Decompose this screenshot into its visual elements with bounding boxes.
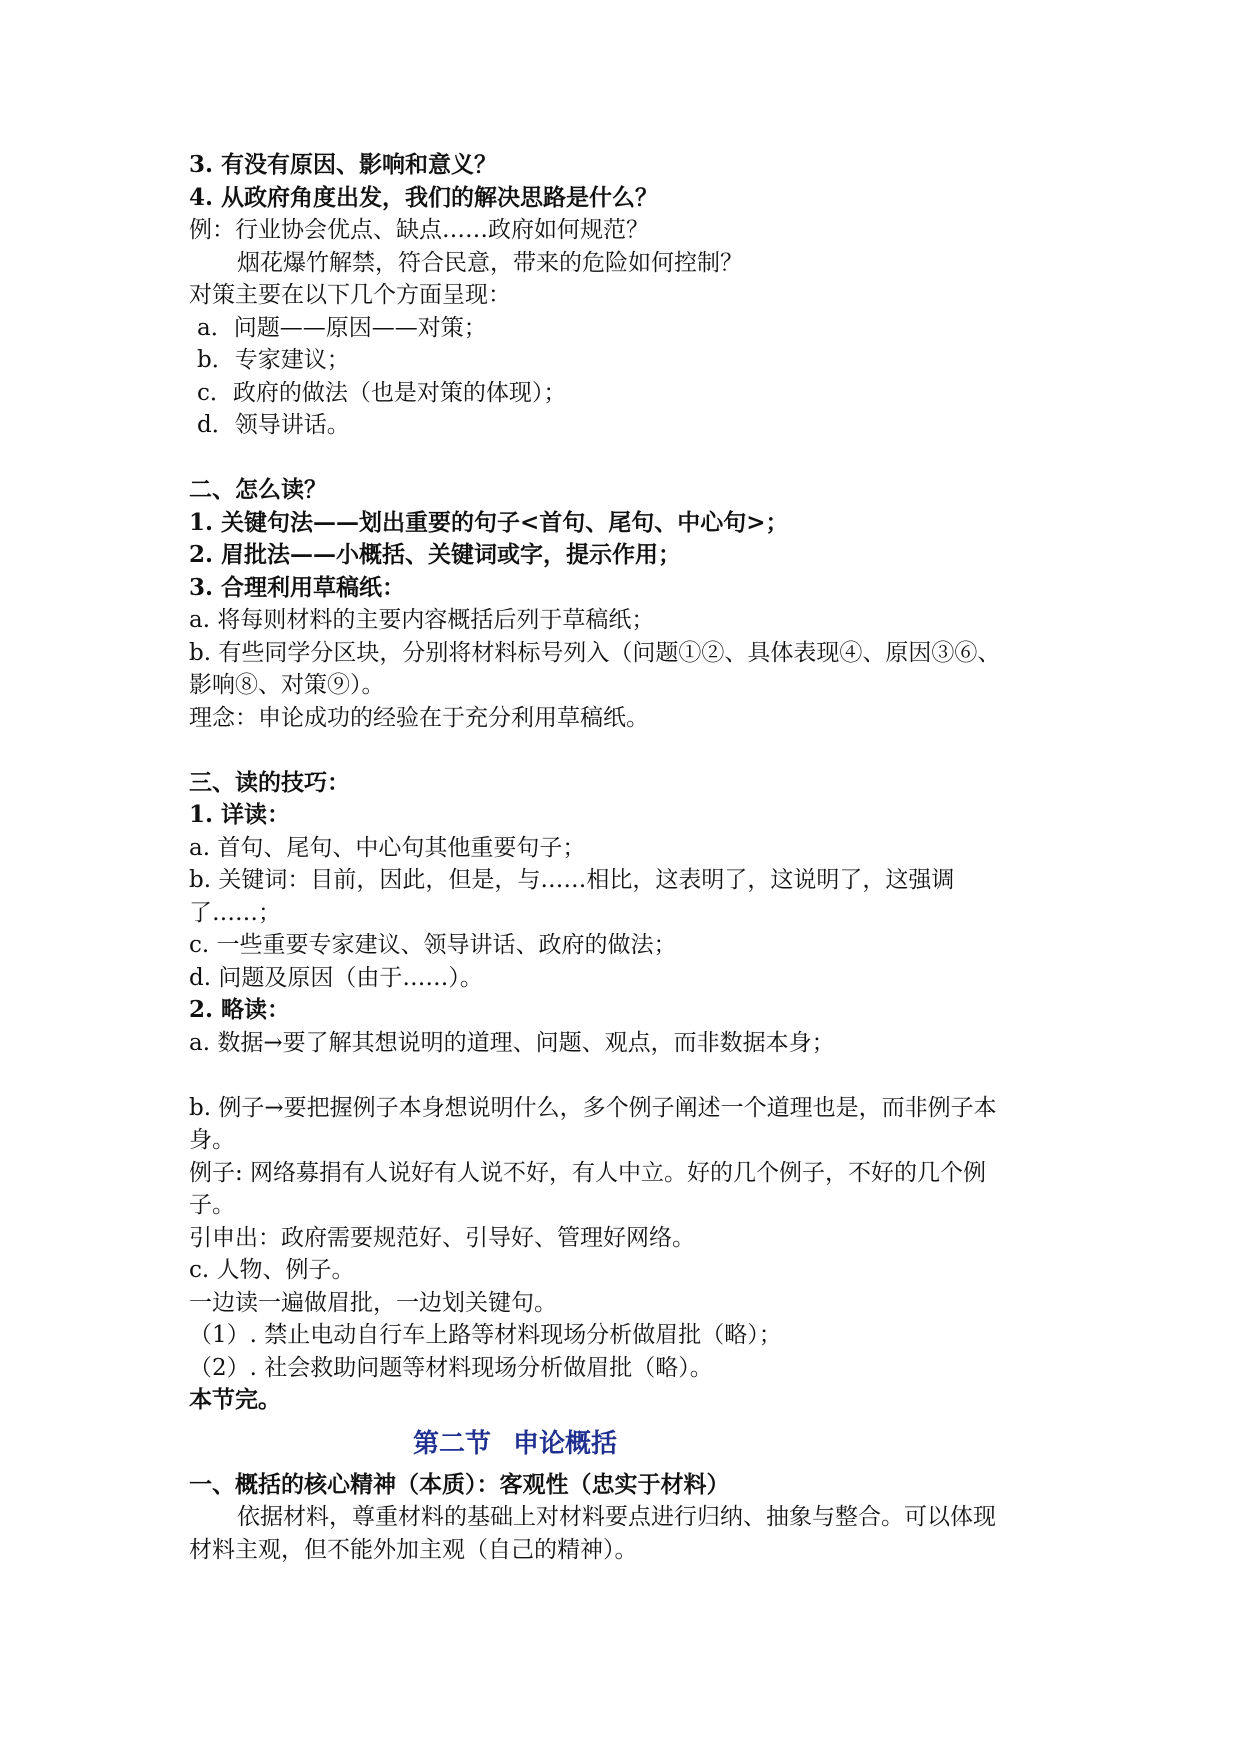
detail-item-b-line-1: b. 关键词：目前，因此，但是，与……相比，这表明了，这说明了，这强调: [189, 867, 955, 893]
detail-item-a: a. 首句、尾句、中心句其他重要句子；: [189, 834, 586, 861]
skim-item-b-line-1: b. 例子→要把握例子本身想说明什么，多个例子阐述一个道理也是，而非例子本: [189, 1094, 997, 1121]
question-4: 4. 从政府角度出发，我们的解决思路是什么？: [189, 183, 659, 211]
example-line-a: 例子: 网络募捐有人说好有人说不好，有人中立。好的几个例子，不好的几个例: [189, 1159, 987, 1186]
detail-item-b-line-2: 了……；: [189, 899, 281, 926]
detail-item-c: c. 一些重要专家建议、领导讲话、政府的做法；: [189, 932, 677, 958]
spacer: [189, 734, 1069, 767]
example-line-b: 子。: [189, 1192, 235, 1218]
document-page: [189, 149, 1069, 1566]
example-line-2: 烟花爆竹解禁，符合民意，带来的危险如何控制？: [237, 249, 743, 276]
measure-item-c: c．政府的做法（也是对策的体现）；: [197, 379, 567, 406]
section-2-title: [189, 1425, 1069, 1463]
section-2-title-left: 第二节: [413, 1428, 492, 1459]
practice-line: 一边读一遍做眉批，一边划关键句。: [189, 1289, 557, 1316]
method-draft-paper: 3. 合理利用草稿纸：: [189, 573, 406, 601]
skim-item-b-line-2: 身。: [189, 1127, 235, 1153]
section-end: 本节完。: [189, 1386, 281, 1413]
measure-item-a: a．问题——原因——对策；: [197, 314, 487, 341]
spacer: [189, 442, 1069, 475]
detail-item-d: d. 问题及原因（由于……）。: [189, 964, 483, 991]
question-3: 3. 有没有原因、影响和意义？: [189, 151, 498, 178]
draft-sub-b-line-2: 影响⑧、对策⑨）。: [189, 672, 385, 698]
derive-line: 引申出：政府需要规范好、引导好、管理好网络。: [189, 1224, 695, 1251]
measure-item-b: b．专家建议；: [197, 347, 350, 373]
skim-item-a: a. 数据→要了解其想说明的道理、问题、观点，而非数据本身；: [189, 1029, 835, 1056]
draft-sub-b-line-1: b. 有些同学分区块，分别将材料标号列入（问题①②、具体表现④、原因③⑥、: [189, 639, 1001, 666]
section-2-title-right: 申论概括: [513, 1428, 618, 1459]
method-annotation: 2. 眉批法——小概括、关键词或字，提示作用；: [189, 541, 682, 568]
summary-core-heading: 一、概括的核心精神（本质）：客观性（忠实于材料）: [189, 1470, 730, 1498]
draft-sub-a: a. 将每则材料的主要内容概括后列于草稿纸；: [189, 607, 655, 633]
spacer: [189, 1059, 1069, 1092]
example-line-1: 例：行业协会优点、缺点……政府如何规范？: [189, 217, 649, 243]
idea-line: 理念：申论成功的经验在于充分利用草稿纸。: [189, 704, 649, 731]
method-key-sentence: 1. 关键句法——划出重要的句子<首句、尾句、中心句>；: [189, 508, 789, 536]
measures-intro: 对策主要在以下几个方面呈现：: [189, 282, 511, 308]
skim-item-c: c. 人物、例子。: [189, 1257, 355, 1283]
summary-paragraph-line-2: 材料主观，但不能外加主观（自己的精神）。: [189, 1536, 638, 1563]
detail-reading-heading: 1. 详读：: [189, 801, 291, 828]
summary-paragraph-line-1: 依据材料，尊重材料的基础上对材料要点进行归纳、抽象与整合。可以体现: [237, 1504, 996, 1530]
case-1: （1）. 禁止电动自行车上路等材料现场分析做眉批（略）；: [189, 1322, 782, 1348]
section-heading-reading-skills: 三、读的技巧：: [189, 768, 350, 796]
measure-item-d: d．领导讲话。: [197, 412, 350, 438]
section-heading-how-to-read: 二、怎么读？: [189, 476, 327, 503]
skim-reading-heading: 2. 略读：: [189, 996, 291, 1023]
case-2: （2）. 社会救助问题等材料现场分析做眉批（略）。: [189, 1354, 713, 1381]
